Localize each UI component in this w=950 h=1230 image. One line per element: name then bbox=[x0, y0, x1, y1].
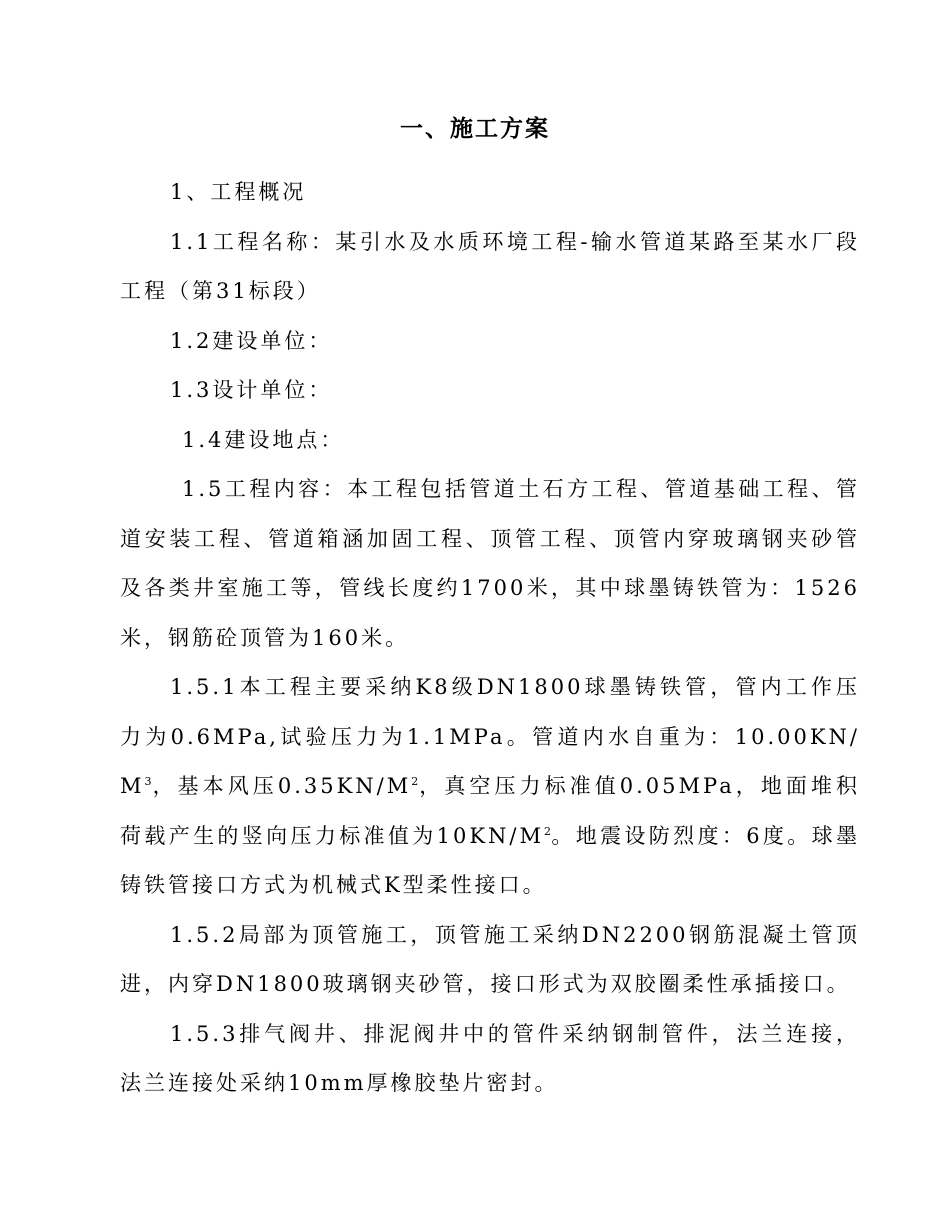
paragraph-construction-unit: 1.2建设单位： bbox=[170, 328, 333, 353]
paragraph-valve-wells: 1.5.3排气阀井、排泥阀井中的管件采纳钢制管件，法兰连接，法兰连接处采纳10mm厚橡胶垫片密封。 bbox=[120, 1021, 860, 1095]
pipe-spec-text-1: 1.5.1本工程主要采纳K8级DN1800球墨铸铁管，管内工作压力为0.6MPa,试验压力为1.1MPa。管道内水自重为：10.00KN/M bbox=[120, 675, 860, 798]
superscript-square-1: 2 bbox=[411, 775, 419, 788]
paragraph-project-content: 1.5工程内容：本工程包括管道土石方工程、管道基础工程、管道安装工程、管道箱涵加固工程、顶管工程、顶管内穿玻璃钢夹砂管及各类井室施工等，管线长度约1700米，其中球墨铸铁管为：1526米，钢筋砼顶管为160米。 bbox=[120, 477, 860, 650]
pipe-spec-text-3: ，真空压力标准值0.05MPa，地面堆积荷载产生的竖向压力标准值为10KN/M bbox=[120, 774, 860, 848]
paragraph-construction-site: 1.4建设地点： bbox=[182, 427, 345, 452]
superscript-square-2: 2 bbox=[544, 824, 551, 838]
pipe-spec-text-2: ，基本风压0.35KN/M bbox=[151, 774, 412, 798]
superscript-cubic: 3 bbox=[144, 775, 152, 788]
paragraph-design-unit: 1.3设计单位： bbox=[170, 378, 333, 402]
document-title: 一、施工方案 bbox=[400, 115, 550, 142]
section-heading-project-overview: 1、工程概况 bbox=[170, 180, 307, 204]
paragraph-jacking-pipe: 1.5.2局部为顶管施工，顶管施工采纳DN2200钢筋混凝土管顶进，内穿DN1800玻璃钢夹砂管，接口形式为双胶圈柔性承插接口。 bbox=[120, 922, 860, 996]
pipe-spec-text-4: 。地震设防烈度：6度。球墨铸铁管接口方式为机械式K型柔性接口。 bbox=[120, 823, 860, 897]
paragraph-pipe-spec bbox=[120, 663, 860, 911]
document-body bbox=[120, 168, 860, 1109]
paragraph-project-name: 1.1工程名称：某引水及水质环境工程-输水管道某路至某水厂段工程（第31标段） bbox=[120, 229, 860, 303]
